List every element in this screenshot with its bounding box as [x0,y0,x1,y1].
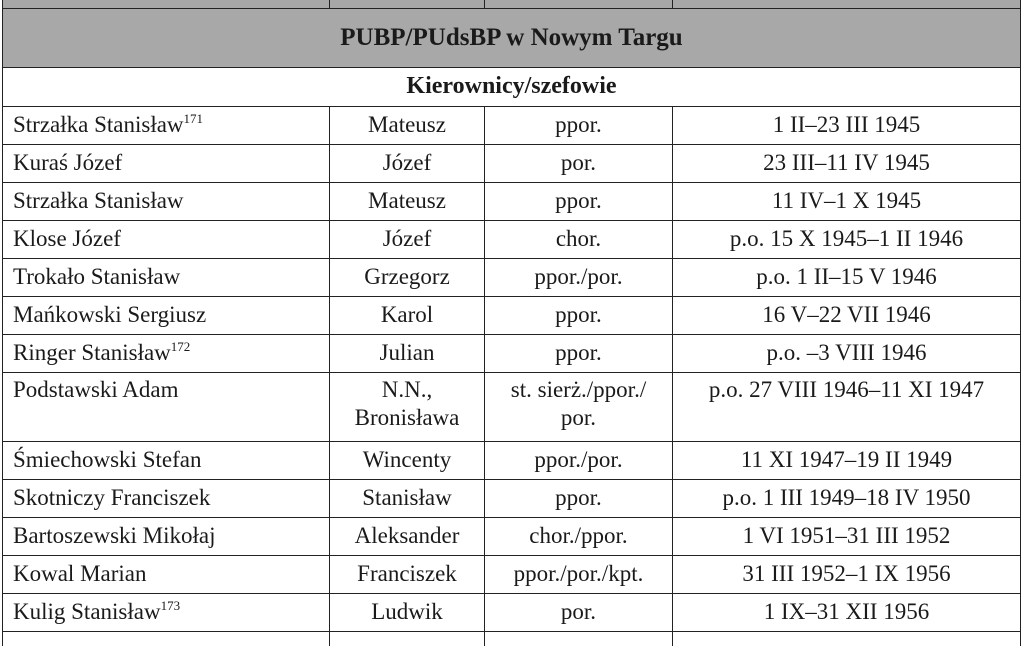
rank-cell: ppor. [485,183,673,221]
table-row [3,107,1021,145]
person-name: Mańkowski Sergiusz [13,302,206,327]
person-name: Śmiechowski Stefan [13,447,201,472]
dates-cell: 1 IX–31 XII 1956 [673,594,1021,632]
dates-cell: 31 III 1952–1 IX 1956 [673,556,1021,594]
table-title: PUBP/PUdsBP w Nowym Targu [3,9,1021,68]
person-name: Strzałka Stanisław [13,188,184,213]
table-row [3,373,1021,442]
person-name: Kowal Marian [13,561,147,586]
table-top-strip [3,0,1021,9]
table-subtitle-row [3,68,1021,107]
table-title-row [3,9,1021,68]
rank-cell: chor./ppor. [485,518,673,556]
table-subtitle: Kierownicy/szefowie [3,68,1021,107]
name-cell [3,145,330,183]
table-row [3,442,1021,480]
rank-cell: por. [485,145,673,183]
father-name-cell: Ludwik [330,594,485,632]
rank-cell: ppor. [485,107,673,145]
table-row [3,259,1021,297]
father-name-cell: Karol [330,297,485,335]
person-name: Ringer Stanisław [13,340,171,365]
name-cell [3,518,330,556]
rank-cell: ppor. [485,480,673,518]
father-name-cell: Julian [330,335,485,373]
dates-cell: 16 V–22 VII 1946 [673,297,1021,335]
person-name: Skotniczy Franciszek [13,485,210,510]
table-row [3,335,1021,373]
name-cell [3,259,330,297]
person-name: Podstawski Adam [13,377,178,402]
father-name-cell: Mateusz [330,183,485,221]
footnote-ref: 171 [184,111,204,126]
rank-cell: st. sierż./ppor./ por. [485,373,673,442]
name-cell [3,221,330,259]
table-row [3,221,1021,259]
name-cell [3,297,330,335]
person-name: Bartoszewski Mikołaj [13,523,216,548]
table-row [3,518,1021,556]
name-cell [3,335,330,373]
name-cell [3,594,330,632]
name-cell [3,183,330,221]
dates-cell: 1 II–23 III 1945 [673,107,1021,145]
name-cell [3,107,330,145]
dates-cell: 11 XI 1947–19 II 1949 [673,442,1021,480]
person-name: Klose Józef [13,226,121,251]
father-name-cell: Mateusz [330,107,485,145]
table-bottom-strip [3,632,1021,646]
rank-cell: por. [485,594,673,632]
father-name-cell: Wincenty [330,442,485,480]
table-row [3,594,1021,632]
father-name-cell: Stanisław [330,480,485,518]
table-row [3,145,1021,183]
rank-cell: chor. [485,221,673,259]
rank-cell: ppor./por. [485,259,673,297]
name-cell [3,442,330,480]
rank-cell: ppor./por./kpt. [485,556,673,594]
table-row [3,480,1021,518]
person-name: Kuraś Józef [13,150,122,175]
father-name-cell: Józef [330,145,485,183]
footnote-ref: 173 [161,598,181,613]
footnote-ref: 172 [171,339,191,354]
father-name-cell: Józef [330,221,485,259]
dates-cell: p.o. 1 III 1949–18 IV 1950 [673,480,1021,518]
dates-cell: p.o. –3 VIII 1946 [673,335,1021,373]
father-name-cell: Franciszek [330,556,485,594]
name-cell [3,556,330,594]
table-row [3,183,1021,221]
rank-cell: ppor. [485,297,673,335]
father-name-cell: Aleksander [330,518,485,556]
father-name-cell: Grzegorz [330,259,485,297]
name-cell [3,480,330,518]
rank-cell: ppor./por. [485,442,673,480]
dates-cell: p.o. 1 II–15 V 1946 [673,259,1021,297]
dates-cell: 1 VI 1951–31 III 1952 [673,518,1021,556]
rank-cell: ppor. [485,335,673,373]
table-row [3,297,1021,335]
dates-cell: 23 III–11 IV 1945 [673,145,1021,183]
person-name: Kulig Stanisław [13,599,161,624]
dates-cell: p.o. 27 VIII 1946–11 XI 1947 [673,373,1021,442]
dates-cell: p.o. 15 X 1945–1 II 1946 [673,221,1021,259]
name-cell [3,373,330,442]
dates-cell: 11 IV–1 X 1945 [673,183,1021,221]
person-name: Trokało Stanisław [13,264,180,289]
father-name-cell: N.N., Bronisława [330,373,485,442]
person-name: Strzałka Stanisław [13,112,184,137]
table-row [3,556,1021,594]
officials-table [2,0,1021,646]
